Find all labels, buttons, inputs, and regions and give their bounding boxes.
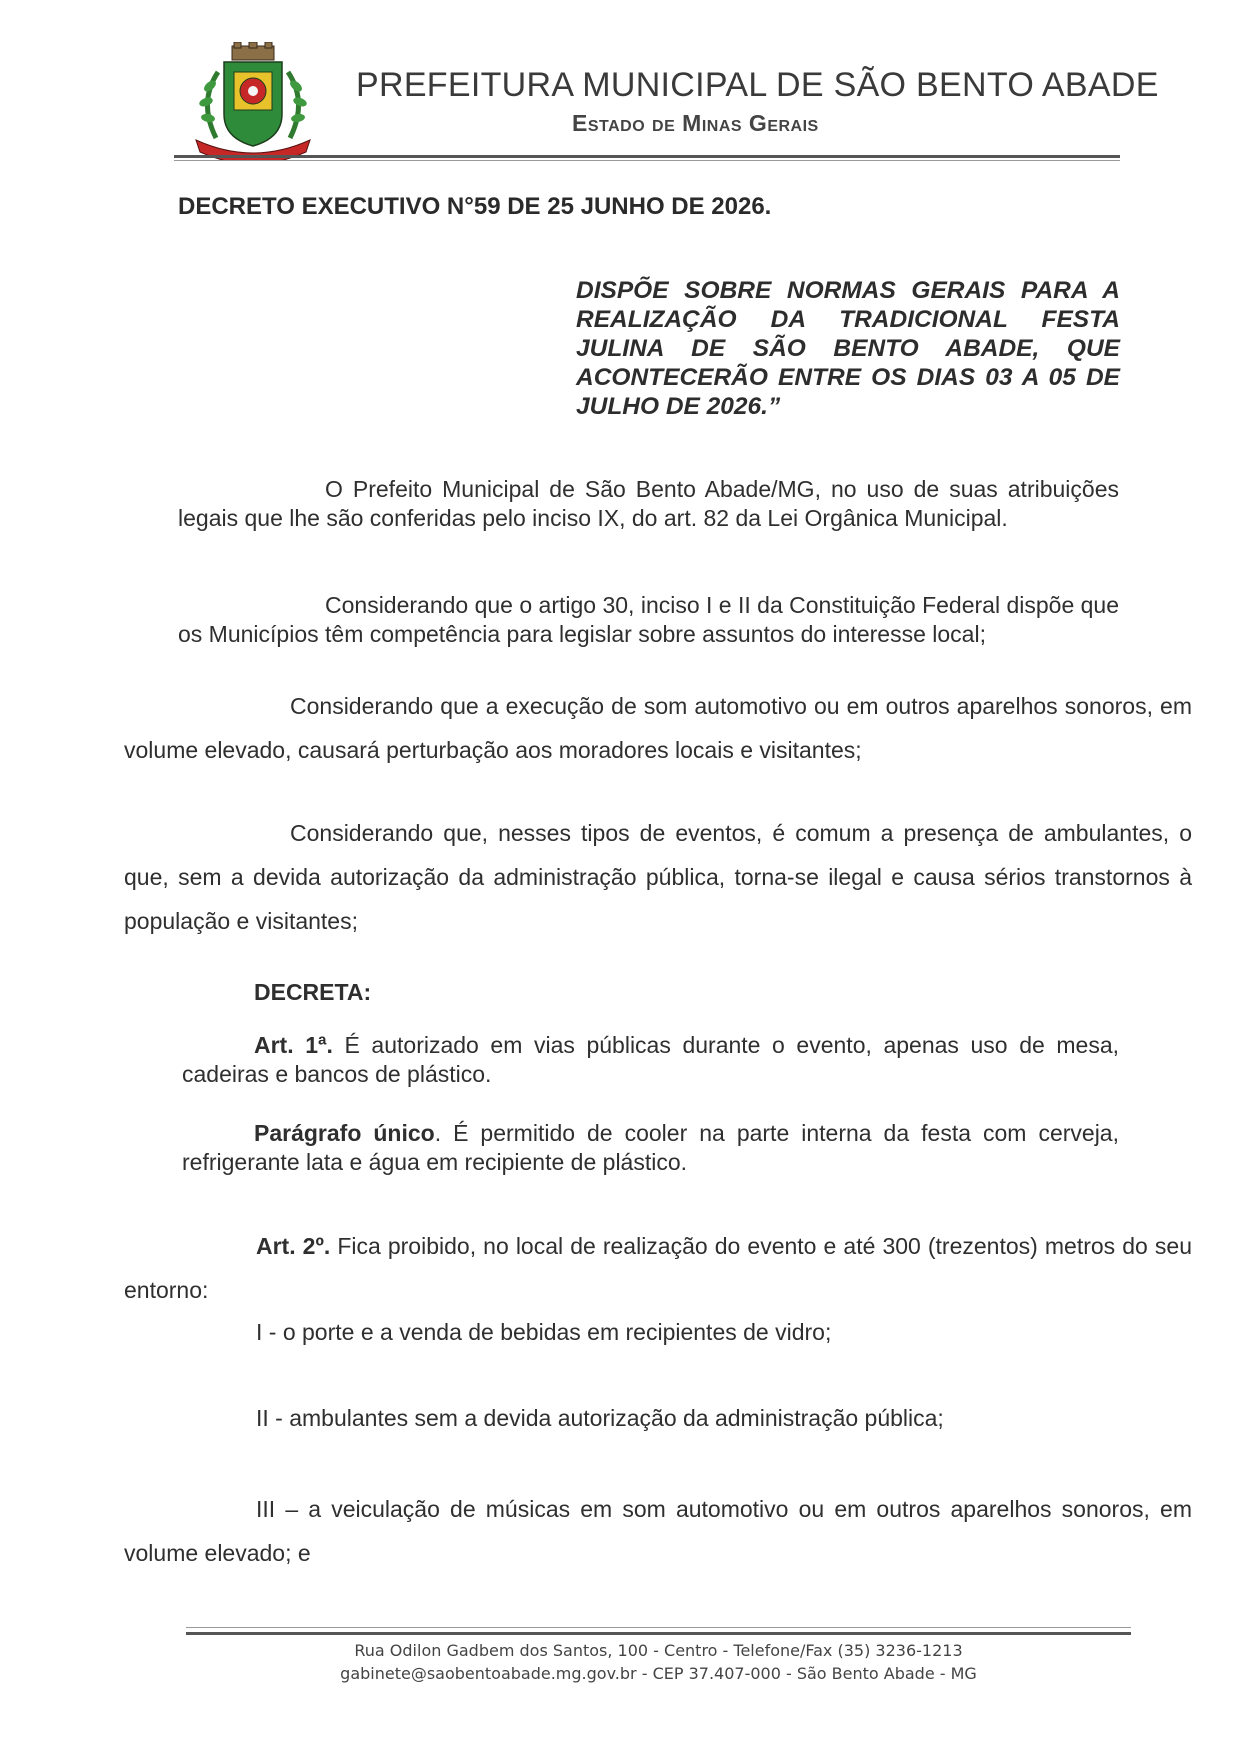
paragraph-unique-label: Parágrafo único	[254, 1120, 435, 1146]
article-1	[182, 1031, 1119, 1089]
footer-address: Rua Odilon Gadbem dos Santos, 100 - Centro - Telefone/Fax (35) 3236-1213	[354, 1641, 963, 1660]
article-1-label: Art. 1ª.	[254, 1032, 333, 1058]
article-2-label: Art. 2º.	[256, 1233, 331, 1259]
inciso-2: II - ambulantes sem a devida autorização da administração pública;	[256, 1405, 944, 1431]
footer-contact: gabinete@saobentoabade.mg.gov.br - CEP 37.407-000 - São Bento Abade - MG	[340, 1664, 977, 1683]
article-1-text: É autorizado em vias públicas durante o evento, apenas uso de mesa, cadeiras e bancos de plástico.	[182, 1032, 1119, 1087]
decree-title: DECRETO EXECUTIVO N°59 DE 25 JUNHO DE 2026.	[178, 193, 772, 220]
preamble: O Prefeito Municipal de São Bento Abade/MG, no uso de suas atribuições legais que lhe são conferidas pelo inciso IX, do art. 82 da Lei Orgânica Municipal.	[178, 476, 1119, 531]
inciso-3: III – a veiculação de músicas em som automotivo ou em outros aparelhos sonoros, em volume elevado; e	[124, 1496, 1192, 1566]
decree-summary: DISPÕE SOBRE NORMAS GERAIS PARA A REALIZAÇÃO DA TRADICIONAL FESTA JULINA DE SÃO BENTO ABADE, QUE ACONTECERÃO ENTRE OS DIAS 03 A 05 DE JULHO DE 2026.”	[576, 277, 1120, 420]
inciso-1: I - o porte e a venda de bebidas em recipientes de vidro;	[256, 1319, 832, 1345]
paragraph-unique-text: . É permitido de cooler na parte interna da festa com cerveja, refrigerante lata e água em recipiente de plástico.	[182, 1120, 1119, 1175]
header-subtitle: Estado de Minas Gerais	[572, 110, 819, 136]
considerando-1: Considerando que o artigo 30, inciso I e II da Constituição Federal dispõe que os Municípios têm competência para legislar sobre assuntos do interesse local;	[178, 592, 1120, 647]
paragraph-unique	[182, 1119, 1119, 1177]
footer-divider	[186, 1632, 1131, 1635]
considerando-2: Considerando que a execução de som automotivo ou em outros aparelhos sonoros, em volume elevado, causará perturbação aos moradores locais e visitantes;	[124, 693, 1192, 763]
municipal-crest	[188, 42, 318, 160]
header-divider-thin	[174, 160, 1120, 161]
footer-divider-thin	[186, 1627, 1131, 1628]
header-divider	[174, 155, 1120, 158]
considerando-3: Considerando que, nesses tipos de eventos, é comum a presença de ambulantes, o que, sem a devida autorização da administração pública, torna-se ilegal e causa sérios transtornos à população e visitantes;	[124, 820, 1192, 934]
article-2-text: Fica proibido, no local de realização do evento e até 300 (trezentos) metros do seu entorno:	[124, 1233, 1192, 1303]
header-title: PREFEITURA MUNICIPAL DE SÃO BENTO ABADE	[356, 66, 1159, 104]
article-2	[124, 1224, 1192, 1312]
decreta-heading: DECRETA:	[254, 979, 372, 1005]
